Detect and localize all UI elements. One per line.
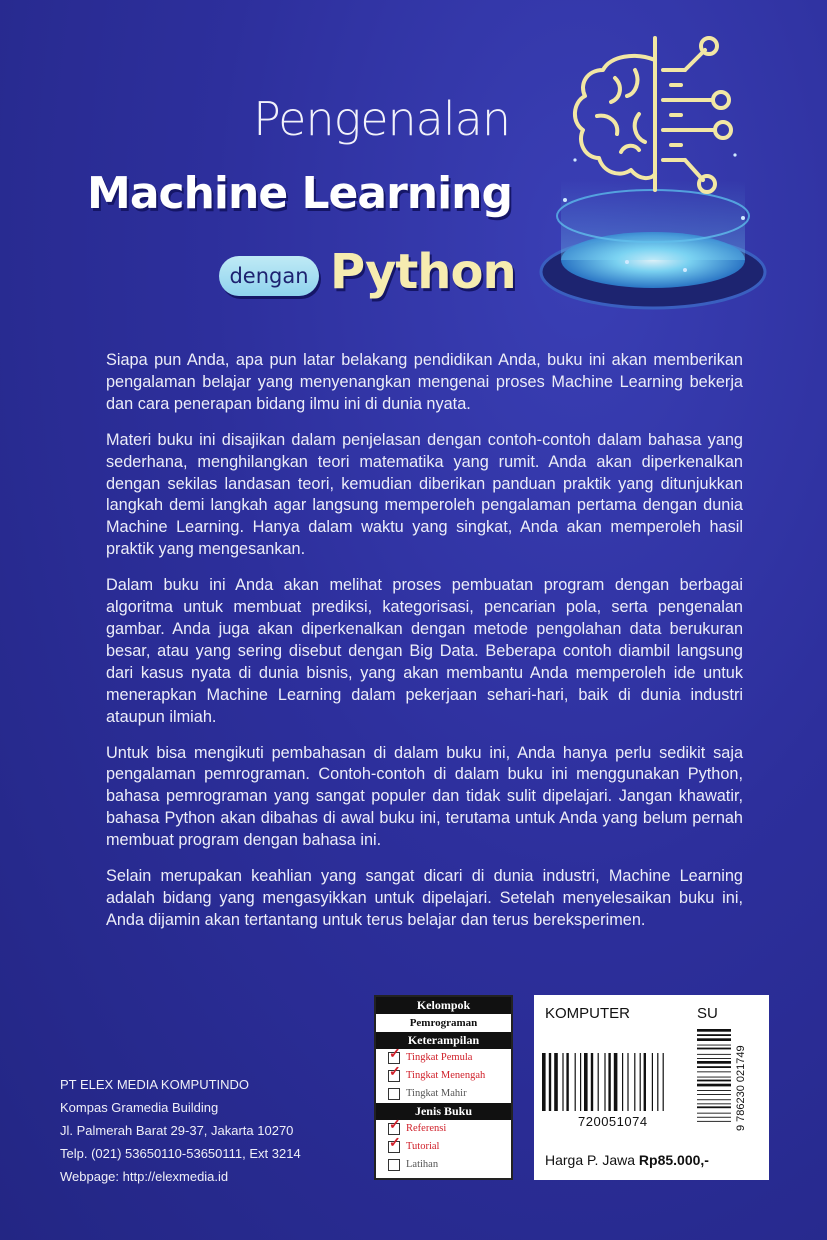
checkbox-empty-icon: [388, 1088, 400, 1100]
type-row: Latihan: [376, 1156, 511, 1174]
type-row: ✓Tutorial: [376, 1138, 511, 1156]
barcode-code: SU: [697, 1005, 718, 1022]
kelompok-value: Pemrograman: [409, 1017, 478, 1029]
synopsis-paragraph: Untuk bisa mengikuti pembahasan di dalam buku ini, Anda hanya perlu sedikit saja pengalaman pemrograman. Contoh-contoh di dalam buku ini menggunakan Python, bahasa pemrograman yang sangat populer dan tidak sulit dipelajari. Jangan khawatir, bahasa Python akan dibahas di awal buku ini, terutama untuk Anda yang belum pernah membuat program dengan bahasa ini.: [106, 743, 743, 850]
title-line-pengenalan: Pengenalan: [253, 92, 510, 146]
type-row: ✓Referensi: [376, 1120, 511, 1138]
checkbox-checked-icon: [388, 1141, 400, 1153]
synopsis-paragraph: Materi buku ini disajikan dalam penjelasan dengan contoh-contoh dalam bahasa yang sederhana, menghilangkan teori matematika yang rumit. Anda akan diperkenalkan dengan sekilas landasan teori, kemudian diberikan panduan praktik yang ditunjukkan langkah demi langkah agar langsung memperoleh pengalaman pertama dengan dunia Machine Learning. Hanya dalam waktu yang singkat, Anda akan memperoleh hasil praktik yang mengesankan.: [106, 430, 743, 559]
barcode-box: [534, 995, 769, 1180]
brain-circuit-hologram-icon: [535, 30, 775, 320]
synopsis-paragraph: Dalam buku ini Anda akan melihat proses pembuatan program dengan berbagai algoritma untuk membuat prediksi, kategorisasi, pencarian pola, serta pengenalan gambar. Anda juga akan diperkenalkan dengan metode pengolahan data berukuran besar, atau yang sering disebut dengan Big Data. Beberapa contoh diambil langsung dari kasus nyata di dunia bisnis, yang akan membantu Anda memperoleh ide untuk menerapkan Machine Learning dalam pekerjaan sehari-hari, baik di dunia industri ataupun ilmiah.: [106, 576, 743, 726]
isbn-number: 9 786230 021749: [735, 1045, 747, 1131]
publisher-phone: Telp. (021) 53650110-53650111, Ext 3214: [60, 1146, 301, 1161]
kelompok-header: Kelompok: [376, 997, 511, 1014]
synopsis-paragraph: Siapa pun Anda, apa pun latar belakang pendidikan Anda, buku ini akan memberikan pengalaman belajar yang menyenangkan mengenai proses Machine Learning bekerja dan cara penerapan bidang ilmu ini di dunia nyata.: [106, 351, 743, 413]
publisher-building: Kompas Gramedia Building: [60, 1100, 219, 1115]
price: Harga P. Jawa Rp85.000,-: [545, 1152, 709, 1168]
level-row: ✓Tingkat Menengah: [376, 1067, 511, 1085]
level-row: ✓Tingkat Pemula: [376, 1049, 511, 1067]
publisher-info: [60, 1073, 301, 1188]
isbn-barcode-icon: [697, 1029, 733, 1139]
title-line-machine-learning: Machine Learning: [87, 168, 512, 219]
price-value: Rp85.000,-: [638, 1152, 709, 1168]
barcode-category: KOMPUTER: [545, 1005, 631, 1022]
checkbox-checked-icon: [388, 1052, 400, 1064]
publisher-address: Jl. Palmerah Barat 29-37, Jakarta 10270: [60, 1123, 294, 1138]
checkbox-checked-icon: [388, 1070, 400, 1082]
publisher-web: Webpage: http://elexmedia.id: [60, 1169, 229, 1184]
title-line-python: Python: [330, 244, 516, 300]
synopsis-paragraph: Selain merupakan keahlian yang sangat dicari di dunia industri, Machine Learning adalah bidang yang mengasyikkan untuk dipelajari. Setelah menyelesaikan buku ini, Anda dijamin akan tertantang untuk terus belajar dan terus bereksperimen.: [106, 867, 743, 929]
barcode-number: 720051074: [578, 1114, 648, 1129]
synopsis: [106, 350, 743, 946]
keterampilan-header: Keterampilan: [376, 1032, 511, 1049]
checkbox-empty-icon: [388, 1159, 400, 1171]
title-connector-pill: dengan: [219, 256, 319, 296]
barcode-horizontal-icon: [542, 1053, 692, 1113]
level-row: Tingkat Mahir: [376, 1085, 511, 1103]
publisher-name: PT ELEX MEDIA KOMPUTINDO: [60, 1077, 250, 1092]
jenis-header: Jenis Buku: [376, 1103, 511, 1120]
category-box: [374, 995, 513, 1180]
checkbox-checked-icon: [388, 1123, 400, 1135]
